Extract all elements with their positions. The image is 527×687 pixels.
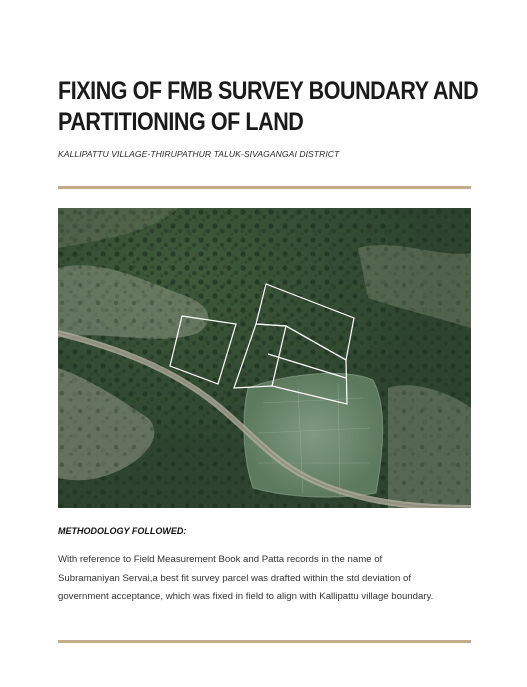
paragraph-line-1: With reference to Field Measurement Book and Patta records in the name of	[58, 554, 383, 565]
page-title	[58, 76, 479, 138]
paragraph-line-2: Subramaniyan Servai,a best fit survey parcel was drafted within the std deviation of	[58, 572, 412, 584]
satellite-image-with-parcel-boundaries-icon	[58, 208, 471, 508]
methodology-paragraph	[58, 551, 478, 607]
location-subtitle: KALLIPATTU VILLAGE-THIRUPATHUR TALUK-SIVAGANGAI DISTRICT	[58, 149, 340, 159]
methodology-heading: METHODOLOGY FOLLOWED:	[58, 526, 187, 536]
bottom-divider	[58, 640, 471, 643]
title-line-2: PARTITIONING OF LAND	[58, 108, 304, 136]
paragraph-line-3: government acceptance, which was fixed in field to align with Kallipattu village boundary.	[58, 591, 434, 602]
satellite-image	[58, 208, 471, 508]
top-divider	[58, 186, 471, 189]
title-line-1: FIXING OF FMB SURVEY BOUNDARY AND	[58, 77, 479, 105]
